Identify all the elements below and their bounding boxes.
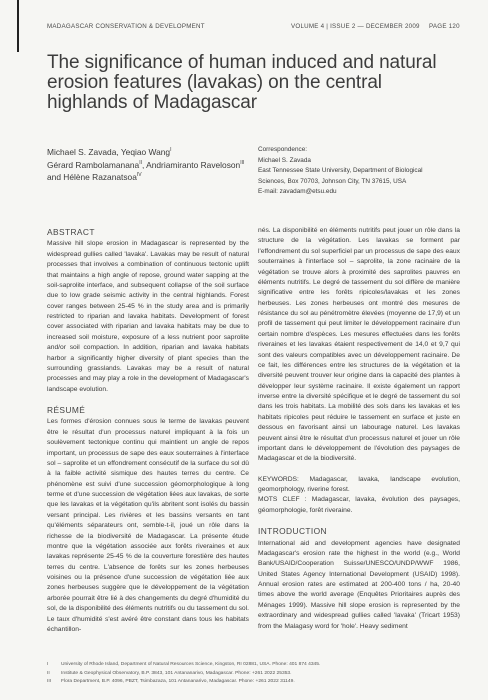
top-edge-rule xyxy=(17,0,19,52)
footnote: I University of Rhode Island, Department of Natural Resources Science, Kingston, RI 02881, USA. Phone: 401 874 4345. xyxy=(47,661,467,670)
author-mark-2: II xyxy=(139,159,142,166)
journal-name: MADAGASCAR CONSERVATION & DEVELOPMENT xyxy=(47,23,205,30)
author-line-2: Gérard Rambolamanana$^{II}$, Andriamiranto Raveloson$^{III}$ xyxy=(47,159,245,170)
correspondence-line: East Tennessee State University, Department of Biological xyxy=(258,167,423,175)
article-title: The significance of human induced and natural erosion features (lavakas) on the central highlands of Madagascar xyxy=(47,52,437,113)
correspondence-block xyxy=(258,145,458,198)
correspondence-line: Sciences, Box 70703, Johnson City, TN 37615, USA xyxy=(258,177,407,185)
footnote-mark: II xyxy=(47,670,50,676)
resume-text-left: Les formes d'érosion connues sous le terme de lavakas peuvent être le résultat d'un processus naturel impliquant à la fois un soulèvement tectonique continu qui maintient un angle de repos important, un processus de sape des eaux souterraines à l'interface sol – saprolite et un effondrement consécutif de la surface du sol dû à la faible activité sismique des hautes terres du centre. Ce phénomène est suivi d'une succession géomorphologique à long terme et d'une succession de végétation liées aux lavakas, de sorte que les lavakas et la végétation qu'ils abritent sont isolés du bassin versant principal. Les rivières et les bassins versants en tant qu'éléments séparateurs ont, semble-t-il, joué un rôle dans la richesse de la biodiversité de Madagascar. La présente étude montre que la végétation associée aux forêts riveraines et aux lavakas représente 25-45 % de la couverture forestière des hautes terres du centre. L'absence de forêts sur les zones herbeuses voisines ou la présence d'une succession de végétation liée aux zones herbeuses suggère que le développement de la végétation arborée pourrait être lié à des changements du degré d'humidité du sol, de la disponibilité des éléments nutritifs ou du tassement du sol. Le taux d'humidité s'est avéré être constant dans tous les habitats échantillon- xyxy=(47,418,249,633)
mots-cles: MOTS CLEF : Madagascar, lavaka, évolution des paysages, géomorphologie, forêt riveraine. xyxy=(258,496,460,514)
volume-issue: VOLUME 4 | ISSUE 2 — DECEMBER 2009 xyxy=(291,23,420,30)
author-line-1: Michael S. Zavada, Yeqiao Wang$^I$ xyxy=(47,146,172,157)
author-line-3: and Hélène Razanatsoa$^{IV}$ xyxy=(47,171,142,182)
author-mark-4: IV xyxy=(136,172,142,179)
footnote-mark: III xyxy=(47,679,52,685)
author-list xyxy=(47,145,247,183)
abstract-heading: ABSTRACT xyxy=(47,227,95,237)
introduction-text: International aid and development agencies have designated Madagascar's erosion rate the highest in the world (e.g., World Bank/USAID/Cooperation Suisse/UNESCO/UNDP/WWF 1986, United States Agency International Development (USAID) 1998). Annual erosion rates are estimated at 200-400 tons / ha, 20-40 times above the world average (Enquêtes Prioritaires auprès des Ménages 1999). Massive hill slope erosion is represented by the extraordinary and widespread gullies called 'lavaka' (Tricart 1953) from the Malagasy word for 'hole'. Heavy sediment xyxy=(258,539,460,630)
resume-text-right: nés. La disponibilité en éléments nutritifs peut jouer un rôle dans la structure de la végétation. Les lavakas se forment par l'effondrement du sol superficiel par un processus de sape des eaux souterraines à l'interface sol – saprolite, la zone racinaire de la végétation se trouve alors à proximité des saprolites pauvres en éléments nutritifs. Le degré de tassement du sol diffère de manière significative entre les forêts ripicoles/lavakas et les zones herbeuses. Les zones herbeuses ont montré des mesures de résistance du sol au pénétromètre élevées (moyenne de 17,9) et un profil de tassement qui peut limiter le développement racinaire d'un certain nombre d'espèces. Les mesures effectuées dans les forêts riveraines et les lavakas étaient respectivement de 14,0 et 9,7 qui sont des valeurs compatibles avec un développement racinaire. De ce fait, les différences entre les structures de la végétation et la diversité peuvent trouver leur origine dans la capacité des plantes à développer leur système racinaire. Il existe également un rapport inverse entre la diversité spécifique et le degré de tassement du sol dans les trois habitats. La mobilité des sols dans les lavakas et les habitats ripicoles peut réduire le tassement en surface et juste en dessous en favorisant ainsi un labourage naturel. Les lavakas peuvent ainsi être le résultat d'un processus naturel et jouer un rôle important dans le développement de l'évolution des paysages de Madagascar et de la biodiversité. xyxy=(258,227,460,463)
author-mark-1: I xyxy=(170,147,172,153)
page-number: PAGE 120 xyxy=(429,23,460,30)
footnote: III Flora Department, B.P. 4096, PBZT, Tsimbazaza, 101 Antananarivo, Madagascar. Phone: +261 2022 31149. xyxy=(47,678,467,687)
left-column xyxy=(47,227,249,635)
footnote-mark: I xyxy=(47,662,49,667)
footnotes xyxy=(47,661,467,687)
correspondence-email[interactable]: E-mail: zavadam@etsu.edu xyxy=(258,188,337,196)
right-column xyxy=(258,226,460,632)
correspondence-label: Correspondence: xyxy=(258,146,308,153)
correspondence-name: Michael S. Zavada xyxy=(258,156,311,164)
author-mark-3: III xyxy=(240,159,245,166)
keywords: KEYWORDS: Madagascar, lavaka, landscape evolution, geomorphology, riverine forest. xyxy=(258,475,460,493)
introduction-heading: INTRODUCTION xyxy=(258,526,328,537)
resume-heading: RÉSUMÉ xyxy=(47,405,86,415)
footnote: II Institute & Geophysical Observatory, B.P. 3843, 101 Antananarivo, Madagascar. Phone: +261 2022 25353. xyxy=(47,670,467,679)
abstract-text: Massive hill slope erosion in Madagascar is represented by the widespread gullies called 'lavaka'. Lavakas may be result of natural processes that involves a combination of continuous tectonic uplift that maintains a high angle of repose, ground water sapping at the soil-saprolite interface, and subsequent collapse of the soil surface due to low grade seismic activity in the central highlands. Forest cover ranges between 25-45 % in the study area and is primarily restricted to riparian and lavaka habitats. Development of forest cover associated with riparian and lavaka habitats may be due to increased soil moisture, exposure of a less nutrient poor saprolite and/or soil compaction. In addition, riparian and lavaka habitats harbor a significantly higher diversity of plant species than the surrounding grasslands. Lavakas may be a result of natural processes and may play a role in the development of Madagascar's landscape evolution. xyxy=(47,240,249,393)
